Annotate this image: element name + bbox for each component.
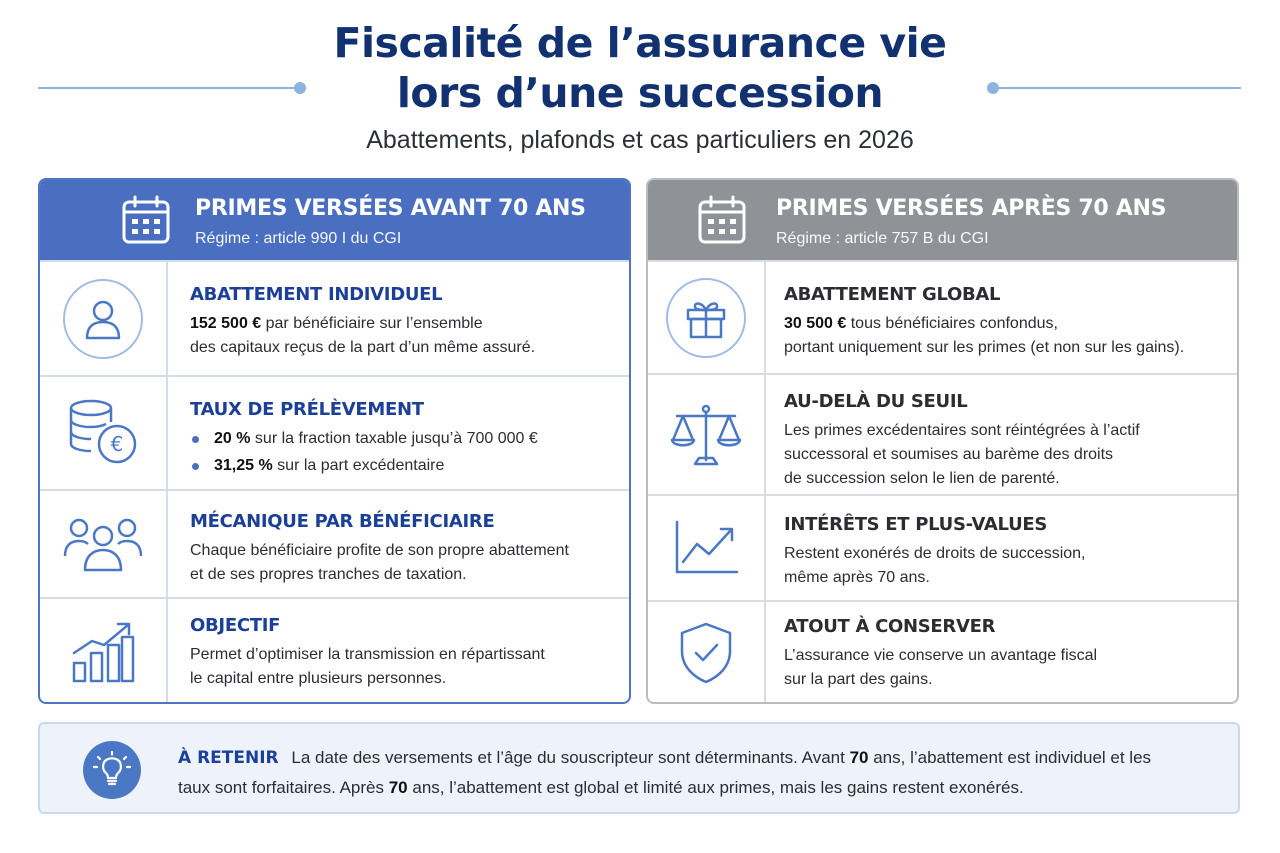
row-text-line: Chaque bénéficiaire profite de son propre abattement bbox=[190, 542, 569, 559]
icon-cell bbox=[40, 377, 168, 489]
row-text-line: de succession selon le lien de parenté. bbox=[784, 470, 1060, 487]
row-body bbox=[190, 643, 613, 691]
row-text bbox=[784, 391, 1221, 491]
icon-cell bbox=[40, 599, 168, 704]
row-body bbox=[190, 427, 613, 478]
panel-title: PRIMES VERSÉES AVANT 70 ANS bbox=[195, 196, 586, 221]
row-text bbox=[784, 284, 1221, 360]
row-text bbox=[190, 615, 613, 691]
row-au-dela-seuil bbox=[648, 373, 1237, 494]
bullet-item bbox=[190, 427, 613, 451]
row-text-line: sur la part des gains. bbox=[784, 671, 933, 688]
takeaway-number: 70 bbox=[388, 778, 408, 797]
row-body bbox=[190, 312, 613, 360]
rate: 31,25 % bbox=[214, 457, 273, 474]
row-text-line: L’assurance vie conserve un avantage fiscal bbox=[784, 647, 1098, 664]
scales-icon bbox=[669, 402, 743, 468]
person-icon bbox=[63, 279, 143, 359]
row-text-line: portant uniquement sur les primes (et non sur les gains). bbox=[784, 339, 1185, 356]
row-text-line: tous bénéficiaires confondus, bbox=[846, 315, 1058, 332]
row-text bbox=[784, 616, 1221, 692]
panel-subtitle: Régime : article 990 I du CGI bbox=[195, 230, 402, 247]
takeaway-label: À RETENIR bbox=[178, 748, 279, 768]
row-text-line: même après 70 ans. bbox=[784, 569, 930, 586]
group-icon bbox=[63, 516, 143, 572]
bullet-text: sur la fraction taxable jusqu’à 700 000 € bbox=[250, 430, 538, 447]
row-title: ATOUT À CONSERVER bbox=[784, 616, 996, 637]
page-subtitle: Abattements, plafonds et cas particuliers en 2026 bbox=[366, 126, 914, 154]
row-body bbox=[784, 312, 1221, 360]
row-body bbox=[784, 542, 1221, 590]
row-taux-prelevement bbox=[40, 375, 629, 489]
row-title: ABATTEMENT GLOBAL bbox=[784, 284, 1001, 305]
decorative-line-right bbox=[995, 87, 1241, 89]
calendar-icon bbox=[696, 194, 748, 246]
growth-chart-icon bbox=[70, 619, 136, 685]
decorative-dot-left bbox=[294, 82, 306, 94]
icon-cell bbox=[648, 375, 766, 494]
row-body bbox=[784, 644, 1221, 692]
panel-subtitle: Régime : article 757 B du CGI bbox=[776, 230, 989, 247]
rate: 20 % bbox=[214, 430, 251, 447]
takeaway-number: 70 bbox=[849, 748, 869, 767]
row-text-line: le capital entre plusieurs personnes. bbox=[190, 670, 447, 687]
row-interets-plus-values bbox=[648, 494, 1237, 600]
coins-euro-icon bbox=[65, 398, 141, 468]
row-text bbox=[190, 511, 613, 587]
svg-text:€: € bbox=[110, 432, 124, 456]
takeaway-part: ans, l’abattement est global et limité aux primes, mais les gains restent exonérés. bbox=[407, 778, 1024, 797]
row-title: AU-DELÀ DU SEUIL bbox=[784, 391, 968, 412]
icon-cell bbox=[648, 496, 766, 600]
row-text bbox=[190, 284, 613, 360]
row-title: ABATTEMENT INDIVIDUEL bbox=[190, 284, 443, 305]
panel-header-before-70 bbox=[40, 180, 629, 260]
amount: 30 500 € bbox=[784, 315, 847, 332]
bullet-text: sur la part excédentaire bbox=[272, 457, 445, 474]
icon-cell bbox=[40, 262, 168, 375]
title-line-1: Fiscalité de l’assurance vie bbox=[333, 19, 947, 67]
row-text-line: et de ses propres tranches de taxation. bbox=[190, 566, 467, 583]
panel-before-70 bbox=[38, 178, 631, 704]
bullet-item bbox=[190, 454, 613, 478]
icon-cell bbox=[648, 262, 766, 373]
trend-up-icon bbox=[673, 520, 739, 576]
takeaway-part: La date des versements et l’âge du souscripteur sont déterminants. Avant bbox=[291, 748, 850, 767]
gift-icon bbox=[666, 278, 746, 358]
row-text-line: par bénéficiaire sur l’ensemble bbox=[261, 315, 483, 332]
panel-title: PRIMES VERSÉES APRÈS 70 ANS bbox=[776, 196, 1167, 221]
row-mecanique-beneficiaire bbox=[40, 489, 629, 597]
row-text-line: Restent exonérés de droits de succession, bbox=[784, 545, 1086, 562]
row-title: TAUX DE PRÉLÈVEMENT bbox=[190, 399, 424, 420]
icon-cell bbox=[40, 491, 168, 597]
page-title bbox=[0, 18, 1280, 118]
title-line-2: lors d’une succession bbox=[396, 69, 884, 117]
row-text bbox=[190, 399, 613, 478]
row-body bbox=[784, 419, 1221, 491]
row-abattement-global bbox=[648, 260, 1237, 373]
icon-cell bbox=[648, 602, 766, 704]
row-title: MÉCANIQUE PAR BÉNÉFICIAIRE bbox=[190, 511, 495, 532]
panel-header-after-70 bbox=[648, 180, 1237, 260]
row-atout-conserver bbox=[648, 600, 1237, 704]
lightbulb-icon bbox=[83, 741, 141, 799]
row-text bbox=[784, 514, 1221, 590]
key-takeaway-box bbox=[38, 722, 1240, 814]
takeaway-part: ans, l’abattement est individuel et les taux sont forfaitaires. Après bbox=[178, 748, 1152, 797]
row-text-line: Les primes excédentaires sont réintégrées à l’actif bbox=[784, 422, 1140, 439]
shield-check-icon bbox=[678, 621, 734, 685]
calendar-icon bbox=[120, 194, 172, 246]
row-text-line: Permet d’optimiser la transmission en répartissant bbox=[190, 646, 545, 663]
row-objectif bbox=[40, 597, 629, 704]
amount: 152 500 € bbox=[190, 315, 262, 332]
row-body bbox=[190, 539, 613, 587]
row-title: INTÉRÊTS ET PLUS-VALUES bbox=[784, 514, 1048, 535]
takeaway-text bbox=[178, 743, 1168, 803]
row-abattement-individuel bbox=[40, 260, 629, 375]
row-text-line: des capitaux reçus de la part d’un même assuré. bbox=[190, 339, 536, 356]
row-text-line: successoral et soumises au barème des droits bbox=[784, 446, 1114, 463]
decorative-line-left bbox=[38, 87, 298, 89]
row-title: OBJECTIF bbox=[190, 615, 281, 636]
panel-after-70 bbox=[646, 178, 1239, 704]
